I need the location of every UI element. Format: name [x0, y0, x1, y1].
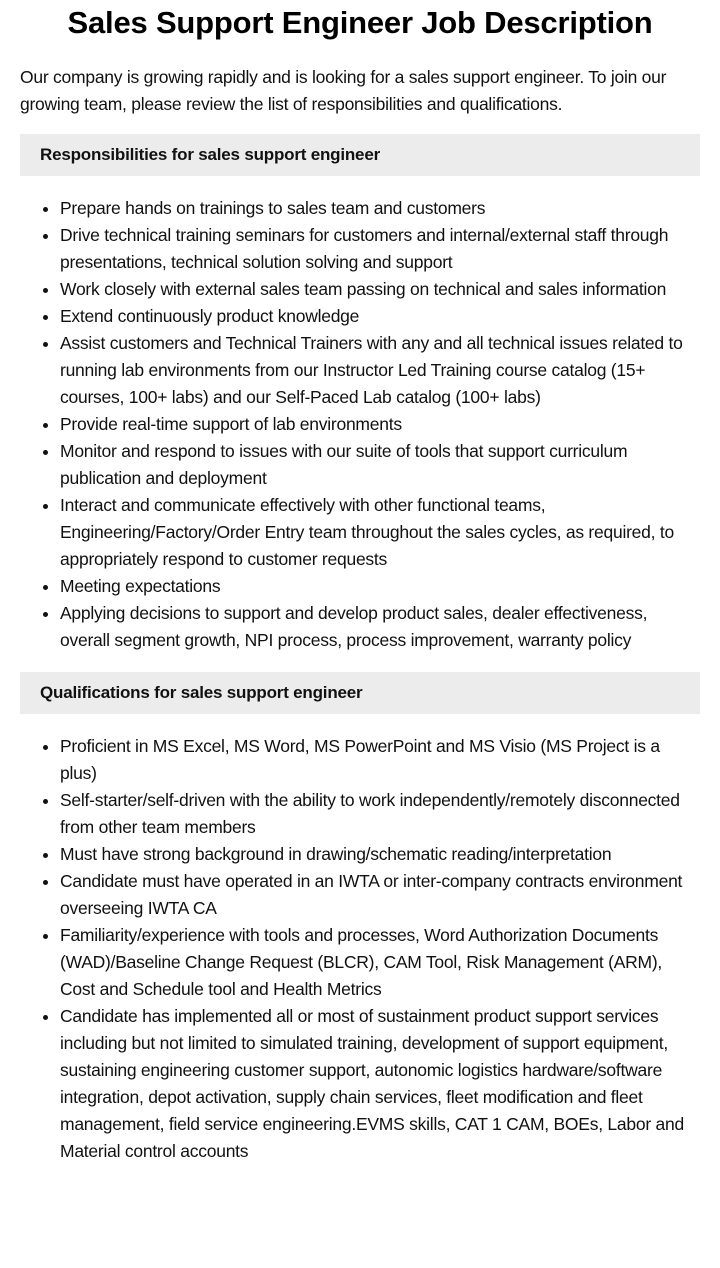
qualifications-heading: Qualifications for sales support engineer — [20, 672, 700, 714]
list-item: • Familiarity/experience with tools and processes, Word Authorization Documents (WAD)/Baseline Change Request (BLCR), CAM Tool, Risk Management (ARM), Cost and Schedule tool and Health Metrics — [60, 922, 700, 1003]
list-item: • Monitor and respond to issues with our suite of tools that support curriculum publication and deployment — [60, 438, 700, 492]
list-item: • Candidate must have operated in an IWTA or inter-company contracts environment overseeing IWTA CA — [60, 868, 700, 922]
list-item: • Meeting expectations — [60, 573, 700, 600]
intro-paragraph: Our company is growing rapidly and is looking for a sales support engineer. To join our growing team, please review the list of responsibilities and qualifications. — [20, 67, 667, 114]
list-item: • Candidate has implemented all or most of sustainment product support services including but not limited to simulated training, development of support equipment, sustaining engineering customer support, autonomic logistics hardware/software integration, depot activation, supply chain services, fleet modification and fleet management, field service engineering.EVMS skills, CAT 1 CAM, BOEs, Labor and Material control accounts — [60, 1003, 700, 1165]
responsibilities-list — [20, 195, 700, 654]
list-item: • Must have strong background in drawing/schematic reading/interpretation — [60, 841, 700, 868]
qualifications-list — [20, 733, 700, 1165]
list-item: • Interact and communicate effectively with other functional teams, Engineering/Factory/Order Entry team throughout the sales cycles, as required, to appropriately respond to customer requests — [60, 492, 700, 573]
list-item: • Drive technical training seminars for customers and internal/external staff through presentations, technical solution solving and support — [60, 222, 700, 276]
list-item: • Self-starter/self-driven with the ability to work independently/remotely disconnected from other team members — [60, 787, 700, 841]
list-item: • Work closely with external sales team passing on technical and sales information — [60, 276, 700, 303]
list-item: • Provide real-time support of lab environments — [60, 411, 700, 438]
list-item: • Extend continuously product knowledge — [60, 303, 700, 330]
responsibilities-heading: Responsibilities for sales support engineer — [20, 134, 700, 176]
page-title: Sales Support Engineer Job Description — [67, 5, 653, 40]
list-item: • Applying decisions to support and develop product sales, dealer effectiveness, overall segment growth, NPI process, process improvement, warranty policy — [60, 600, 700, 654]
list-item: • Proficient in MS Excel, MS Word, MS PowerPoint and MS Visio (MS Project is a plus) — [60, 733, 700, 787]
list-item: • Prepare hands on trainings to sales team and customers — [60, 195, 700, 222]
list-item: • Assist customers and Technical Trainers with any and all technical issues related to running lab environments from our Instructor Led Training course catalog (15+ courses, 100+ labs) and our Self-Paced Lab catalog (100+ labs) — [60, 330, 700, 411]
